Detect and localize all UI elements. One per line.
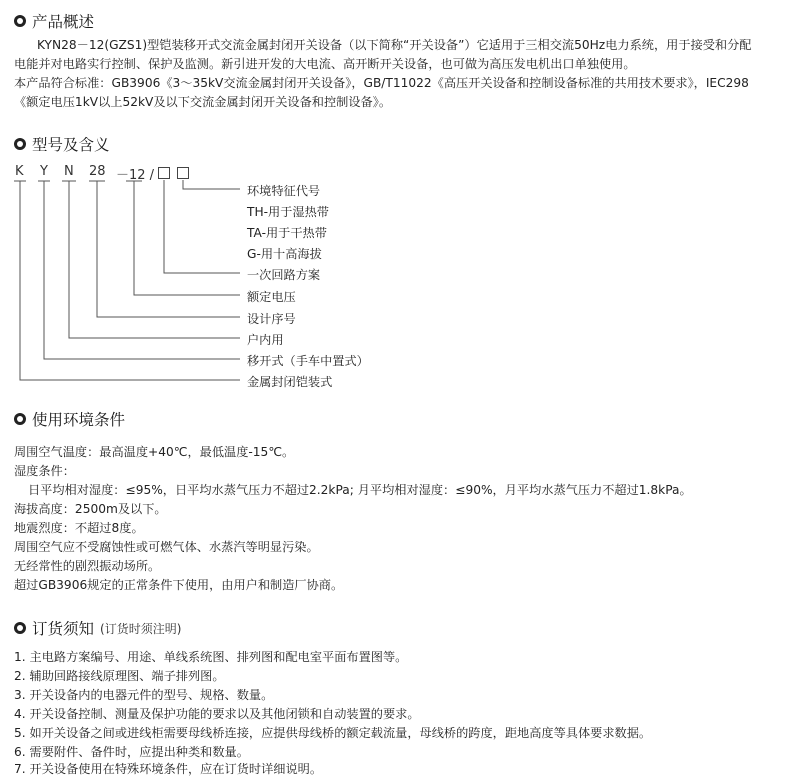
order-item-7: 7. 开关设备使用在特殊环境条件，应在订货时详细说明。 [14,762,323,776]
ordering-heading [14,617,181,639]
overview-line-4: 《额定电压1kV以上52kV及以下交流金属封闭开关设备和控制设备》。 [14,95,392,109]
ordering-title: 订货须知 [32,620,95,638]
env-line-6: 周围空气应不受腐蚀性或可燃气体、水蒸汽等明显污染。 [14,540,319,554]
env-line-2: 湿度条件： [14,464,75,478]
connector-lines [0,0,260,400]
order-item-2: 2. 辅助回路接线原理图、端子排列图。 [14,669,225,683]
overview-line-1: KYN28－12(GZS1)型铠装移开式交流金属封闭开关设备（以下简称“开关设备”）它适用于三相交流50Hz电力系统，用于接受和分配 [37,38,752,52]
env-line-8: 超过GB3906规定的正常条件下使用，由用户和制造厂协商。 [14,578,344,592]
code-k: K [15,164,24,179]
order-item-4: 4. 开关设备控制、测量及保护功能的要求以及其他闭锁和自动装置的要求。 [14,707,420,721]
legend-rated-voltage: 额定电压 [247,290,296,304]
environment-title: 使用环境条件 [32,411,126,429]
gear-bullet-icon [14,622,26,634]
env-line-5: 地震烈度：不超过8度。 [14,521,144,535]
order-item-5: 5. 如开关设备之间或进线柜需要母线桥连接，应提供母线桥的额定载流量，母线桥的跨度，距地高度等具体要求数据。 [14,726,652,740]
order-item-1: 1. 主电路方案编号、用途、单线系统图、排列图和配电室平面布置图等。 [14,650,408,664]
model-title: 型号及含义 [32,136,110,154]
legend-th: TH-用于湿热带 [247,205,329,219]
legend-primary-scheme: 一次回路方案 [247,268,321,282]
ordering-subtitle: (订货时须注明) [100,621,182,636]
legend-withdrawable: 移开式（手车中置式） [247,354,369,368]
env-line-4: 海拔高度：2500m及以下。 [14,502,167,516]
env-line-7: 无经常性的剧烈振动场所。 [14,559,161,573]
environment-heading [14,408,125,430]
legend-g: G-用十高海拔 [247,247,322,261]
order-item-3: 3. 开关设备内的电器元件的型号、规格、数量。 [14,688,274,702]
legend-ta: TA-用于干热带 [247,226,327,240]
overview-line-2: 电能并对电路实行控制、保护及监测。新引进开发的大电流、高开断开关设备，也可做为高压发电机出口单独使用。 [14,57,636,71]
legend-metal-clad: 金属封闭铠装式 [247,375,333,389]
code-n: N [64,164,74,179]
gear-bullet-icon [14,413,26,425]
env-line-3: 日平均相对湿度：≤95%，日平均水蒸气压力不超过2.2kPa; 月平均相对湿度：≤90%，月平均水蒸气压力不超过1.8kPa。 [28,483,692,497]
order-item-6: 6. 需要附件、备件时，应提出种类和数量。 [14,745,249,759]
code-y: Y [40,164,48,179]
legend-design-serial: 设计序号 [247,312,296,326]
code-28: 28 [89,164,106,179]
env-line-1: 周围空气温度：最高温度+40℃，最低温度-15℃。 [14,445,295,459]
overview-line-3: 本产品符合标准：GB3906《3～35kV交流金属封闭开关设备》，GB/T11022《高压开关设备和控制设备标准的共用技术要求》，IEC298 [14,76,749,90]
code-12: －12 / [116,168,155,183]
legend-indoor: 户内用 [247,333,284,347]
legend-env-code: 环境特征代号 [247,184,321,198]
overview-title: 产品概述 [32,13,95,31]
